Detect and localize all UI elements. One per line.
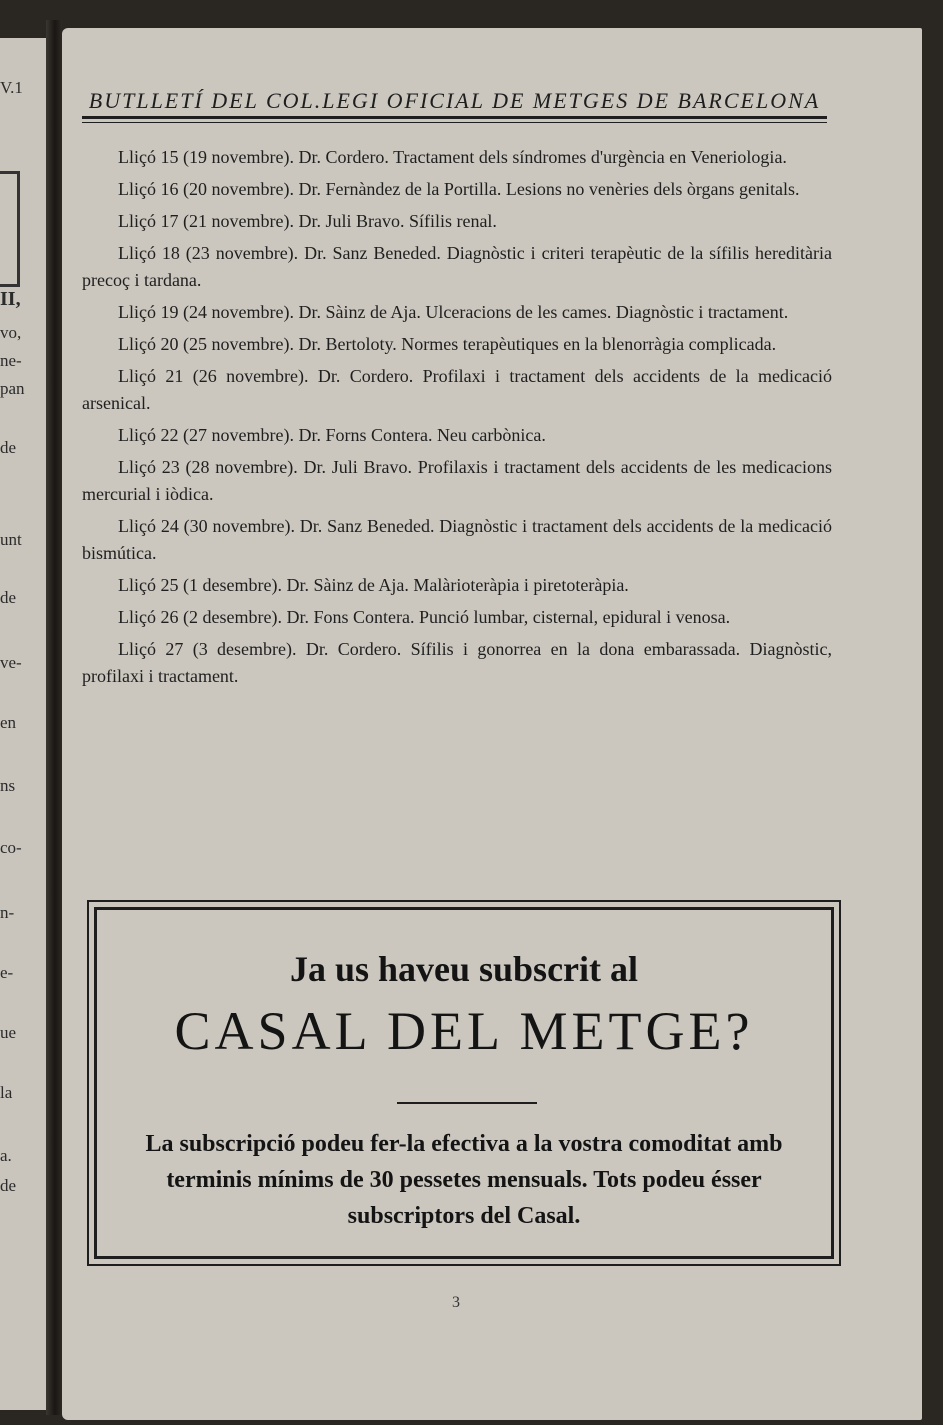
casal-del-metge-advertisement — [87, 900, 841, 1266]
prev-page-fragment: ne- — [0, 351, 22, 370]
prev-page-fragment: de — [0, 438, 17, 457]
previous-page-strip — [0, 38, 46, 1410]
advertisement-body: La subscripció podeu fer-la efectiva a la vostra comoditat amb terminis mínims de 30 pessetes mensuals. Tots podeu ésser subscriptors del Casal. — [145, 1131, 783, 1229]
lesson-entry: Lliçó 20 (25 novembre). Dr. Bertoloty. Normes terapèutiques en la blenorràgia complicada. — [118, 334, 777, 354]
prev-page-fragment: pan — [0, 379, 25, 398]
prev-page-fragment: vo, — [0, 323, 22, 342]
prev-page-fragment: la — [0, 1083, 13, 1102]
header-rule-thick — [82, 116, 827, 119]
lesson-entry: Lliçó 23 (28 novembre). Dr. Juli Bravo. Profilaxis i tractament dels accidents de les medicacions mercurial i iòdica. — [82, 457, 832, 504]
prev-page-fragment: en — [0, 713, 17, 732]
prev-page-fragment: de — [0, 1176, 17, 1195]
prev-page-fragment: e- — [0, 963, 14, 982]
prev-page-fragment: V.1 — [0, 78, 23, 97]
advertisement-headline: Ja us haveu subscrit al — [289, 949, 639, 989]
running-head: BUTLLETÍ DEL COL.LEGI OFICIAL DE METGES DE BARCELONA — [88, 88, 821, 113]
lesson-entry: Lliçó 26 (2 desembre). Dr. Fons Contera. Punció lumbar, cisternal, epidural i venosa. — [118, 607, 731, 627]
page-number: 3 — [452, 1294, 460, 1311]
advertisement-title: CASAL DEL METGE? — [174, 1001, 754, 1061]
prev-page-fragment: a. — [0, 1146, 12, 1165]
prev-page-fragment: co- — [0, 838, 22, 857]
prev-page-fragment: unt — [0, 530, 22, 549]
lesson-list — [82, 144, 832, 695]
prev-page-box — [0, 171, 20, 287]
prev-page-fragment: ve- — [0, 653, 22, 672]
lesson-entry: Lliçó 16 (20 novembre). Dr. Fernàndez de la Portilla. Lesions no venèries dels òrgans genitals. — [118, 179, 800, 199]
journal-page — [62, 28, 922, 1420]
lesson-entry: Lliçó 27 (3 desembre). Dr. Cordero. Sífilis i gonorrea en la dona embarassada. Diagnòstic, profilaxi i tractament. — [82, 639, 832, 686]
lesson-entry: Lliçó 17 (21 novembre). Dr. Juli Bravo. Sífilis renal. — [118, 211, 497, 231]
lesson-entry: Lliçó 24 (30 novembre). Dr. Sanz Beneded. Diagnòstic i tractament dels accidents de la medicació bismútica. — [82, 516, 832, 563]
lesson-entry: Lliçó 19 (24 novembre). Dr. Sàinz de Aja. Ulceracions de les cames. Diagnòstic i tractament. — [118, 302, 789, 322]
lesson-entry: Lliçó 15 (19 novembre). Dr. Cordero. Tractament dels síndromes d'urgència en Veneriologia. — [118, 147, 787, 167]
prev-page-fragment: de — [0, 588, 17, 607]
advertisement-rule — [397, 1102, 537, 1104]
header-rule-thin — [82, 122, 827, 123]
book-gutter — [46, 20, 62, 1415]
lesson-entry: Lliçó 21 (26 novembre). Dr. Cordero. Profilaxi i tractament dels accidents de la medicació arsenical. — [82, 366, 832, 413]
lesson-entry: Lliçó 22 (27 novembre). Dr. Forns Contera. Neu carbònica. — [118, 425, 546, 445]
advertisement-inner-frame — [94, 907, 834, 1259]
lesson-entry: Lliçó 25 (1 desembre). Dr. Sàinz de Aja. Malàrioteràpia i piretoteràpia. — [118, 575, 629, 595]
prev-page-fragment: n- — [0, 903, 15, 922]
prev-page-fragment: II, — [0, 288, 21, 310]
prev-page-fragment: ns — [0, 776, 16, 795]
lesson-entry: Lliçó 18 (23 novembre). Dr. Sanz Beneded. Diagnòstic i criteri terapèutic de la sífilis hereditària precoç i tardana. — [82, 243, 832, 290]
prev-page-fragment: ue — [0, 1023, 17, 1042]
